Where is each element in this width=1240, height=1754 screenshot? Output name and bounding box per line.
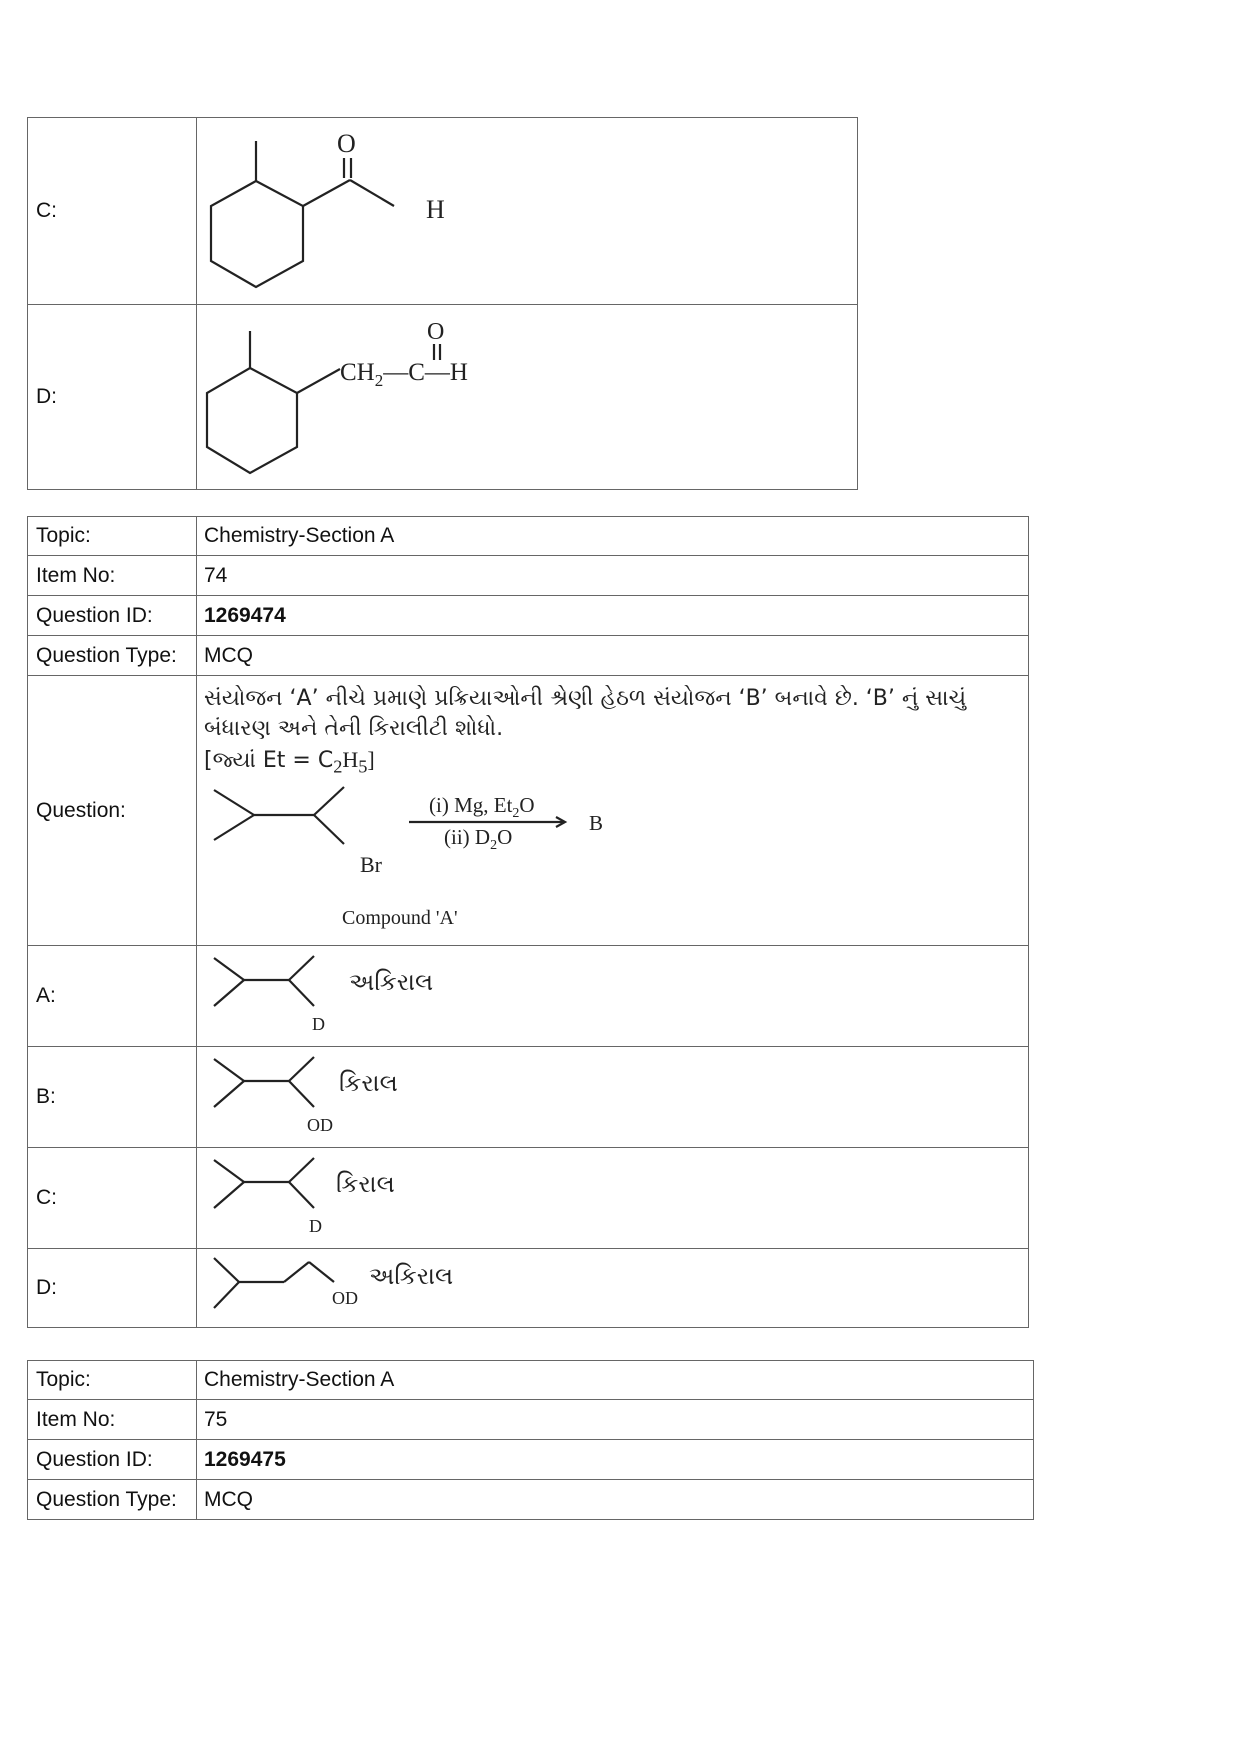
option-label: A: [28,946,197,1047]
aldehyde-hydrogen: H [426,195,445,224]
cyclohexyl-acetaldehyde-structure [204,305,524,483]
question-type-value: MCQ [197,1480,1034,1520]
product-label: B [589,811,604,836]
option-a-structure [204,948,504,1038]
option-label: B: [28,1047,197,1148]
option-structure-cell [197,118,858,305]
meta-row-question-type [28,1480,1034,1520]
reagent-1-sub: 2 [512,806,520,822]
chirality-label: અકિરાલ [369,1262,454,1290]
question-row [28,676,1029,946]
question-75-table [27,1360,1034,1520]
item-no-label: Item No: [28,556,197,596]
option-label: D: [28,1249,197,1328]
option-row-c [28,1148,1029,1249]
where-sub-1: 2 [333,756,343,777]
meta-row-item-no [28,1400,1034,1440]
item-no-value: 74 [197,556,1029,596]
reagent-2 [444,825,512,853]
question-id-label: Question ID: [28,1440,197,1480]
reagent-2-end: O [497,825,513,850]
where-clause [204,744,1020,782]
option-structure-cell [197,305,858,490]
option-content [197,1148,1029,1249]
item-no-value: 75 [197,1400,1034,1440]
meta-row-topic [28,517,1029,556]
carbonyl-oxygen: O [337,129,356,158]
meta-row-question-id [28,596,1029,636]
reaction-scheme [204,782,624,932]
meta-row-question-type [28,636,1029,676]
reagent-1-text: (i) Mg, Et [429,793,513,818]
option-label: C: [28,1148,197,1249]
option-label: C: [28,118,197,305]
option-b-structure [204,1049,504,1139]
option-content [197,1047,1029,1148]
option-row [28,118,858,305]
ch2-group: CH [340,359,375,386]
meta-row-question-id [28,1440,1034,1480]
option-row-d [28,1249,1029,1328]
deuterium-label: D [312,1014,325,1034]
option-row [28,305,858,490]
question-type-value: MCQ [197,636,1029,676]
question-id-label: Question ID: [28,596,197,636]
reagent-2-text: (ii) D [444,825,491,850]
deuterium-label: D [309,1216,322,1236]
option-row-a [28,946,1029,1047]
item-no-label: Item No: [28,1400,197,1440]
option-d-structure [204,1250,504,1320]
topic-value: Chemistry-Section A [197,1361,1034,1400]
topic-value: Chemistry-Section A [197,517,1029,556]
question-id-value: 1269474 [204,603,286,627]
where-suffix: ] [367,747,375,772]
question-label: Question: [28,676,197,946]
question-text-line-2: બંધારણ અને તેની કિરાલીટી શોધો. [204,716,504,741]
where-mid: H [342,747,359,772]
carbonyl-oxygen: O [427,319,445,345]
acetaldehyde-chain [340,359,468,390]
question-text-line-1: સંયોજન ‘A’ નીચે પ્રમાણે પ્રક્રિયાઓની શ્રેણી હેઠળ સંયોજન ‘B’ બનાવે છે. ‘B’ નું સાચું [204,686,967,711]
od-label: OD [307,1115,333,1135]
question-type-label: Question Type: [28,636,197,676]
where-prefix: [જ્યાં Et = C [204,748,334,773]
ch2-subscript: 2 [374,371,384,390]
topic-label: Topic: [28,517,197,556]
cyclohexane-aldehyde-structure [204,118,484,298]
where-sub-2: 5 [358,756,368,777]
question-content [197,676,1029,946]
meta-row-item-no [28,556,1029,596]
chirality-label: કિરાલ [336,1170,395,1198]
question-id-value: 1269475 [204,1447,286,1471]
option-content [197,1249,1029,1328]
question-id-cell [197,1440,1034,1480]
option-c-structure [204,1150,504,1240]
option-label: D: [28,305,197,490]
reagent-2-sub: 2 [490,838,498,854]
prev-options-table [27,117,858,490]
od-label: OD [332,1288,358,1308]
option-row-b [28,1047,1029,1148]
reagent-1-end: O [519,793,535,818]
reagent-1 [429,793,535,821]
carbonyl-hydrogen-group: —C—H [383,359,468,386]
question-id-cell [197,596,1029,636]
question-74-table [27,516,1029,1328]
question-type-label: Question Type: [28,1480,197,1520]
topic-label: Topic: [28,1361,197,1400]
bromine-label: Br [360,852,382,878]
chirality-label: અકિરાલ [349,968,434,996]
meta-row-topic [28,1361,1034,1400]
compound-caption: Compound 'A' [342,907,458,930]
chirality-label: કિરાલ [339,1069,398,1097]
option-content [197,946,1029,1047]
